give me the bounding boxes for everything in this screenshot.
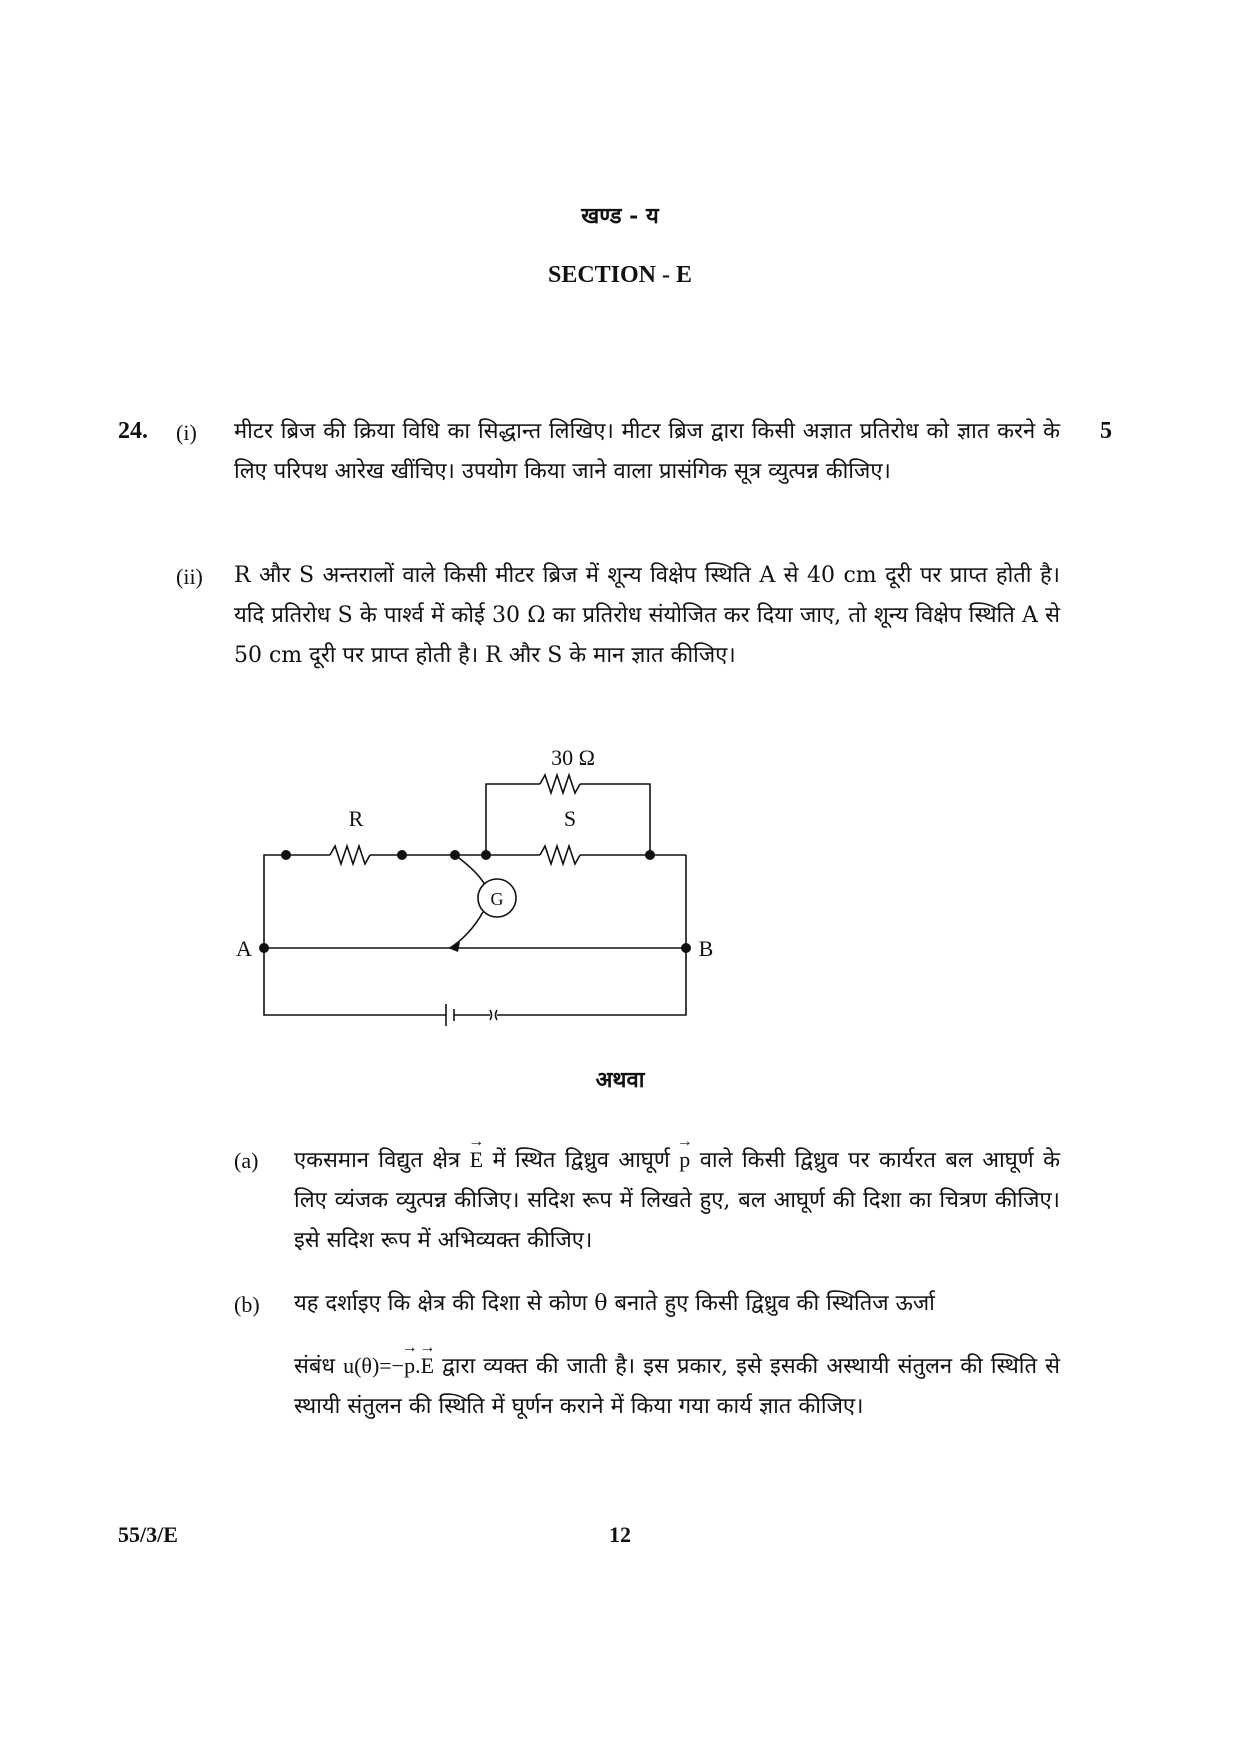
part-b-text-2: संबंध xyxy=(294,1354,335,1379)
question-number: 24. xyxy=(118,418,148,444)
circuit-wires xyxy=(264,775,686,1026)
part-a-text xyxy=(294,1140,1060,1261)
part-b-text xyxy=(294,1346,1060,1427)
vector-p: → p xyxy=(679,1140,690,1180)
page-number: 12 xyxy=(609,1522,631,1547)
part-a-text-2: में स्थित द्विध्रुव आघूर्ण xyxy=(492,1148,670,1173)
label-g: G xyxy=(490,889,504,909)
formula xyxy=(343,1353,434,1378)
or-separator: अथवा xyxy=(595,1067,645,1093)
junction-dots xyxy=(259,850,691,953)
part-ii-label: (ii) xyxy=(176,564,203,589)
resistor-r xyxy=(330,846,370,864)
part-b-text-3: द्वारा व्यक्त की जाती है। इस प्रकार, इसे इसकी अस्थायी संतुलन की स्थिति से स्थायी संतुलन की स्थिति में घूर्णन कराने में किया गया कार्य ज्ञात कीजिए। xyxy=(294,1354,1060,1419)
section-title-hindi: खण्ड - य xyxy=(581,203,659,229)
paper-code: 55/3/E xyxy=(118,1522,178,1547)
part-b-line-1: यह दर्शाइए कि क्षेत्र की दिशा से कोण θ बनाते हुए किसी द्विध्रुव की स्थितिज ऊर्जा xyxy=(294,1291,935,1316)
formula-dot: . xyxy=(415,1353,421,1378)
question-marks: 5 xyxy=(1100,418,1112,444)
resistor-s xyxy=(540,846,580,864)
part-ii-text: R और S अन्तरालों वाले किसी मीटर ब्रिज में शून्य विक्षेप स्थिति A से 40 cm दूरी पर प्राप्त होती है। यदि प्रतिरोध S के पार्श्व में कोई 30 Ω का प्रतिरोध संयोजित कर दिया जाए, तो शून्य विक्षेप स्थिति A से 50 cm दूरी पर प्राप्त होती है। R और S के मान ज्ञात कीजिए। xyxy=(234,563,1060,668)
part-i-label: (i) xyxy=(176,420,197,445)
part-a-label: (a) xyxy=(234,1148,259,1173)
vector-e: → E xyxy=(470,1140,483,1180)
part-b-label: (b) xyxy=(234,1292,260,1317)
part-a-text-1: एकसमान विद्युत क्षेत्र xyxy=(294,1148,461,1173)
label-r: R xyxy=(348,806,364,831)
formula-lhs: u(θ)=− xyxy=(343,1353,405,1378)
resistor-30-ohm xyxy=(540,775,580,793)
section-title-english: SECTION - E xyxy=(547,262,693,288)
label-b: B xyxy=(698,936,714,961)
label-s: S xyxy=(563,806,577,831)
label-a: A xyxy=(236,936,252,961)
vector-e: → E xyxy=(421,1346,434,1386)
vector-p: → p xyxy=(404,1346,415,1386)
jockey-arrowhead xyxy=(448,942,460,952)
part-i-text: मीटर ब्रिज की क्रिया विधि का सिद्धान्त लिखिए। मीटर ब्रिज द्वारा किसी अज्ञात प्रतिरोध को ज्ञात करने के लिए परिपथ आरेख खींचिए। उपयोग किया जाने वाला प्रासंगिक सूत्र व्युत्पन्न कीजिए। xyxy=(234,419,1060,484)
label-30-ohm: 30 Ω xyxy=(551,745,595,770)
part-a-text-3: वाले किसी द्विध्रुव पर कार्यरत बल आघूर्ण के लिए व्यंजक व्युत्पन्न कीजिए। सदिश रूप में लिखते हुए, बल आघूर्ण की दिशा का चित्रण कीजिए। इसे सदिश रूप में अभिव्यक्त कीजिए। xyxy=(294,1148,1060,1253)
